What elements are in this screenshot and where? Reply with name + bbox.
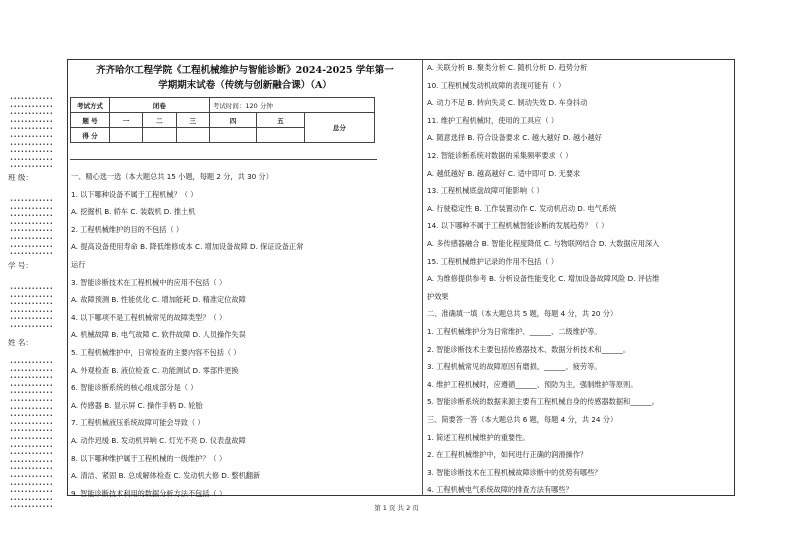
right-question-line: 1. 工程机械维护分为日常维护、______、二级维护等。 — [427, 327, 602, 336]
name-label: 姓 名： — [8, 338, 33, 347]
column-divider — [422, 59, 423, 496]
left-question-line: A. 挖掘机 B. 轿车 C. 装载机 D. 推土机 — [71, 207, 196, 217]
left-question-line: 9. 智能诊断技术利用的数据分析方法不包括（ ） — [71, 488, 227, 498]
left-question-line: A. 提高设备使用寿命 B. 降低维修成本 C. 增加设备故障 D. 保证设备正常 — [71, 242, 304, 252]
left-question-line: 一、精心选一选（本大题总共 15 小题，每题 2 分，共 30 分） — [71, 172, 273, 181]
left-question-line: 8. 以下哪种维护属于工程机械的一级维护？（ ） — [71, 453, 227, 463]
score-row-label: 得 分 — [71, 128, 110, 143]
right-question-line: 4. 工程机械电气系统故障的排查方法有哪些？ — [427, 485, 573, 495]
question-number-2: 二 — [143, 113, 176, 128]
score-cell — [257, 128, 304, 143]
left-question-line: A. 传感器 B. 显示屏 C. 操作手柄 D. 轮胎 — [71, 400, 203, 410]
right-question-line: 护效果 — [427, 291, 449, 301]
left-question-line: 3. 智能诊断技术在工程机械中的应用不包括（ ） — [71, 277, 227, 287]
page-number: 第 1 页 共 2 页 — [374, 504, 419, 512]
right-question-line: 13. 工程机械底盘故障可能影响（ ） — [427, 186, 544, 196]
left-question-line: A. 清洁、紧固 B. 总成解体检查 C. 发动机大修 D. 整机翻新 — [71, 471, 261, 481]
exam-method-label: 考试方式 — [71, 98, 110, 113]
left-question-line: 7. 工程机械液压系统故障可能会导致（ ） — [71, 418, 205, 428]
question-number-label: 题 号 — [71, 113, 110, 128]
left-question-line: A. 故障预测 B. 性能优化 C. 增加能耗 D. 精准定位故障 — [71, 295, 246, 305]
left-question-line: 4. 以下哪项不是工程机械常见的故障类型？（ ） — [71, 312, 227, 322]
score-cell — [209, 128, 256, 143]
exam-title-line-1: 齐齐哈尔工程学院《工程机械维护与智能诊断》2024-2025 学年第一 — [96, 65, 394, 76]
left-question-line: A. 动作迟缓 B. 发动机异响 C. 灯光不亮 D. 仪表盘故障 — [71, 436, 246, 445]
right-question-line: A. 动力不足 B. 转向失灵 C. 制动失效 D. 车身抖动 — [427, 98, 588, 108]
student-id-label: 学 号： — [8, 261, 33, 270]
right-question-line: 11. 维护工程机械时，使用的工具应（ ） — [427, 115, 559, 125]
total-score-label: 总分 — [304, 113, 374, 143]
right-question-line: A. 越低越好 B. 越高越好 C. 适中即可 D. 无要求 — [427, 168, 581, 178]
right-question-line: 3. 智能诊断技术在工程机械故障诊断中的优势有哪些？ — [427, 467, 602, 477]
left-question-line: 运行 — [71, 260, 86, 269]
left-question-line: 1. 以下哪种设备不属于工程机械？（ ） — [71, 189, 198, 199]
right-question-line: A. 为维修提供参考 B. 分析设备性能变化 C. 增加设备故障风险 D. 评估维 — [427, 274, 660, 284]
right-question-line: 2. 智能诊断技术主要包括传感器技术、数据分析技术和______。 — [427, 344, 631, 354]
binding-dots-top: •••••••••••• •••••••••••• •••••••••••• •••••••••••• •••••••••••• •••••••••••• •••••••••••• •••••••••••• •••••••••••• •••••••••••• — [10, 96, 54, 171]
exam-time: 考试时间：120 分钟 — [209, 98, 374, 113]
left-question-line: 5. 工程机械维护中，日常检查的主要内容不包括（ ） — [71, 348, 241, 357]
class-label: 班 级： — [8, 173, 33, 182]
question-number-3: 三 — [176, 113, 209, 128]
right-question-line: A. 多传感器融合 B. 智能化程度降低 C. 与物联网结合 D. 大数据应用深入 — [427, 239, 660, 248]
left-question-line: 2. 工程机械维护的目的不包括（ ） — [71, 224, 184, 234]
right-question-line: 12. 智能诊断系统对数据的采集频率要求（ ） — [427, 151, 573, 160]
score-cell — [110, 128, 143, 143]
section-rule — [70, 159, 377, 160]
score-table — [70, 97, 375, 143]
right-question-line: 10. 工程机械发动机故障的表现可能有（ ） — [427, 80, 566, 90]
binding-dots-upper: •••••••••••• •••••••••••• •••••••••••• •••••••••••• •••••••••••• •••••••••••• •••••••••••• •••••••••••• — [10, 198, 54, 258]
left-question-line: A. 外观检查 B. 液位检查 C. 功能测试 D. 零部件更换 — [71, 365, 239, 375]
question-number-5: 五 — [257, 113, 304, 128]
question-number-1: 一 — [110, 113, 143, 128]
right-question-line: A. 随意选择 B. 符合设备要求 C. 越大越好 D. 越小越好 — [427, 133, 602, 143]
right-question-line: 2. 在工程机械维护中，如何进行正确的润滑操作？ — [427, 450, 588, 460]
exam-title-line-2: 学期期末试卷（传统与创新融合课）（A） — [158, 80, 332, 91]
right-question-line: 三、简要答一答（本大题总共 6 题，每题 4 分，共 24 分） — [427, 415, 618, 424]
right-question-line: 14. 以下哪种不属于工程机械智能诊断的发展趋势？（ ） — [427, 221, 609, 231]
score-cell — [176, 128, 209, 143]
left-question-line: A. 机械故障 B. 电气故障 C. 软件故障 D. 人员操作失误 — [71, 330, 246, 340]
right-question-line: 4. 维护工程机械时，应遵循______、预防为主，强制维护等原则。 — [427, 379, 638, 389]
exam-method-value: 闭卷 — [110, 98, 210, 113]
right-question-line: 3. 工程机械常见的故障原因有磨损、______、疲劳等。 — [427, 362, 602, 372]
right-question-line: 5. 智能诊断系统的数据来源主要有工程机械自身的传感器数据和______。 — [427, 397, 659, 407]
left-question-line: 6. 智能诊断系统的核心组成部分是（ ） — [71, 383, 198, 393]
right-question-line: A. 关联分析 B. 聚类分析 C. 随机分析 D. 趋势分析 — [427, 63, 588, 72]
binding-dots-middle: •••••••••••• •••••••••••• •••••••••••• •••••••••••• •••••••••••• •••••••••••• — [10, 286, 54, 330]
score-cell — [143, 128, 176, 143]
binding-dots-bottom: •••••••••••• •••••••••••• •••••••••••• •••••••••••• •••••••••••• •••••••••••• •••••••••••• •••••••••••• •••••••••••• •••••••••••• •••••••••••• •••••••••••• •••••••••••• •••••••••••• •••••••••••• •••••••••••• •••••••••••• •••••••••••• •••••••••••• •••••••••••• — [10, 360, 54, 511]
right-question-line: 15. 工程机械维护记录的作用不包括（ ） — [427, 256, 559, 266]
right-question-line: 二、准确填一填（本大题总共 5 题，每题 4 分，共 20 分） — [427, 309, 618, 319]
question-number-4: 四 — [209, 113, 256, 128]
right-question-line: 1. 简述工程机械维护的重要性。 — [427, 432, 530, 442]
right-question-line: A. 行驶稳定性 B. 工作装置动作 C. 发动机启动 D. 电气系统 — [427, 203, 617, 213]
